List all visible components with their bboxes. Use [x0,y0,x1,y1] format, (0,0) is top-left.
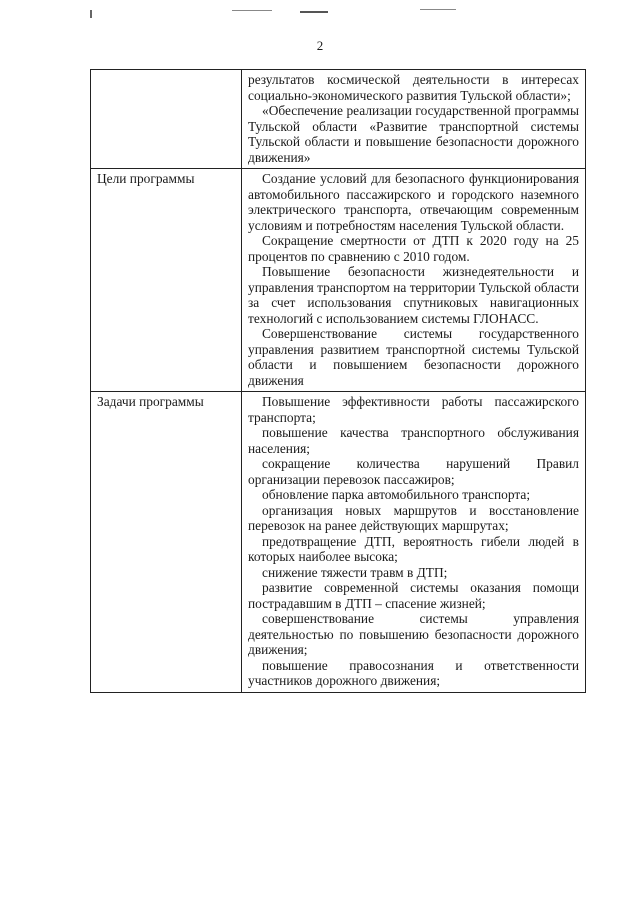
paragraph: Повышение эффективности работы пассажирского транспорта; [248,394,579,425]
page-number: 2 [316,38,324,53]
row-label-goals: Цели программы [91,169,242,392]
paragraph: «Обеспечение реализации государственной программы Тульской области «Развитие транспортной системы Тульской области и повышение безопасности дорожного движения» [248,103,579,165]
paragraph: повышение качества транспортного обслуживания населения; [248,425,579,456]
row-label [91,70,242,169]
paragraph: развитие современной системы оказания помощи пострадавшим в ДТП – спасение жизней; [248,580,579,611]
program-passport-table [90,69,586,693]
paragraph: сокращение количества нарушений Правил организации перевозок пассажиров; [248,456,579,487]
paragraph: Создание условий для безопасного функционирования автомобильного пассажирского и городского наземного электрического транспорта, отвечающим современным условиям и потребностям населения Тульской области. [248,171,579,233]
row-content-tasks [242,392,586,693]
row-content-goals [242,169,586,392]
paragraph: Повышение безопасности жизнедеятельности и управления транспортом на территории Тульской области за счет использования спутниковых навигационных технологий с использованием системы ГЛОНАСС. [248,264,579,326]
paragraph: снижение тяжести травм в ДТП; [262,564,448,580]
table-row [91,392,586,693]
paragraph: Сокращение смертности от ДТП к 2020 году на 25 процентов по сравнению с 2010 годом. [248,233,579,264]
row-label-tasks: Задачи программы [91,392,242,693]
paragraph: Совершенствование системы государственного управления развитием транспортной системы Тульской области и повышением безопасности дорожного движения [248,326,579,388]
paragraph: предотвращение ДТП, вероятность гибели людей в которых наиболее высока; [248,533,579,564]
paragraph: организация новых маршрутов и восстановление перевозок на ранее действующих маршрутах; [248,502,579,533]
table-row [91,169,586,392]
paragraph: результатов космической деятельности в интересах социально-экономического развития Тульской области»; [248,72,579,103]
table-row [91,70,586,169]
paragraph: обновление парка автомобильного транспорта; [262,487,531,502]
row-content [242,70,586,169]
paragraph: совершенствование системы управления деятельностью по повышению безопасности дорожного движения; [248,611,579,657]
paragraph: повышение правосознания и ответственности участников дорожного движения; [248,657,579,688]
